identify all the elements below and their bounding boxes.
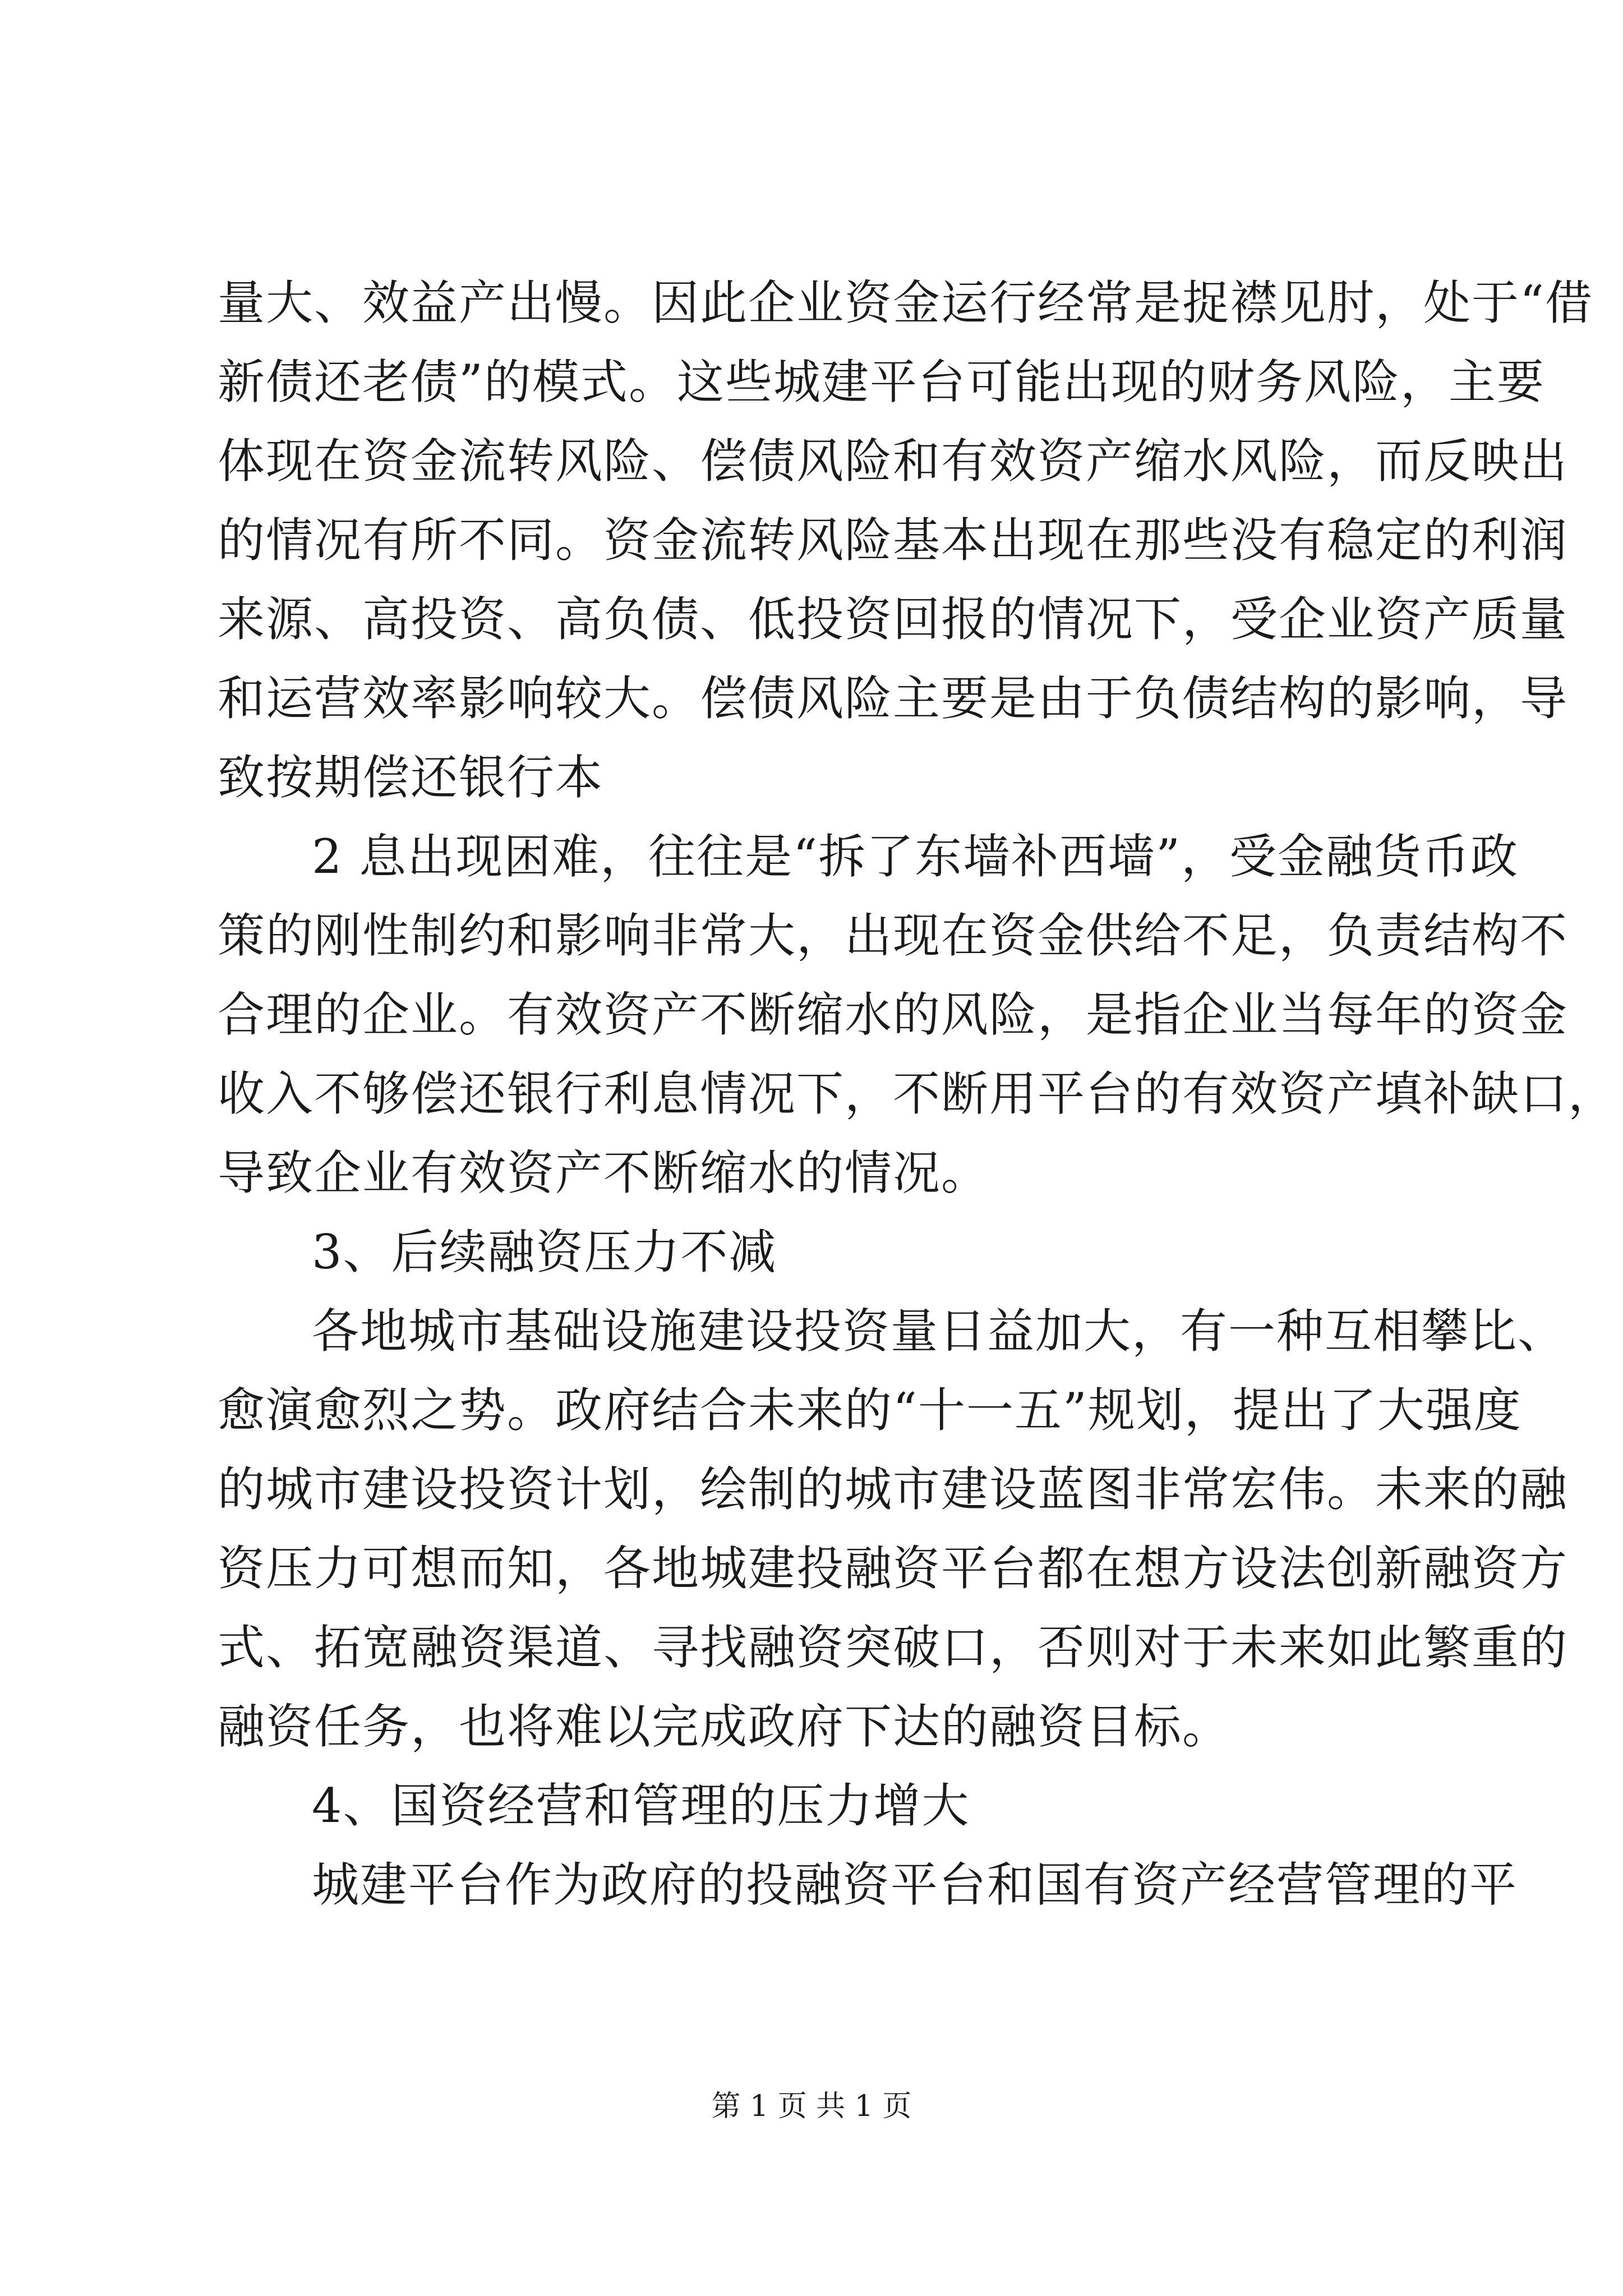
text-line: 体现在资金流转风险、偿债风险和有效资产缩水风险，而反映出 [218,434,1569,489]
text-line: 导致企业有效资产不断缩水的情况。 [218,1145,990,1200]
text-line: 合理的企业。有效资产不断缩水的风险，是指企业当每年的资金 [218,987,1569,1042]
text-line: 来源、高投资、高负债、低投资回报的情况下，受企业资产质量 [218,592,1569,647]
document-body [218,264,1617,1925]
text-line: 致按期偿还银行本 [218,750,604,805]
section-heading-4: 4、国资经营和管理的压力增大 [312,1778,970,1833]
text-line: 策的刚性制约和影响非常大，出现在资金供给不足，负责结构不 [218,908,1569,963]
text-line: 融资任务，也将难以完成政府下达的融资目标。 [218,1699,1231,1754]
text-line: 量大、效益产出慢。因此企业资金运行经常是捉襟见肘，处于“借 [218,275,1593,330]
text-line: 式、拓宽融资渠道、寻找融资突破口，否则对于未来如此繁重的 [218,1620,1569,1675]
paragraph-first-line: 城建平台作为政府的投融资平台和国有资产经营管理的平 [312,1857,1518,1912]
text-line: 和运营效率影响较大。偿债风险主要是由于负债结构的影响，导 [218,671,1569,726]
text-line: 收入不够偿还银行利息情况下，不断用平台的有效资产填补缺口， [218,1066,1617,1121]
text-line: 的情况有所不同。资金流转风险基本出现在那些没有稳定的利润 [218,513,1569,568]
section-heading-3: 3、后续融资压力不减 [312,1225,777,1280]
paragraph-first-line: 各地城市基础设施建设投资量日益加大，有一种互相攀比、 [312,1304,1566,1359]
text-line: 新债还老债”的模式。这些城建平台可能出现的财务风险，主要 [218,355,1545,409]
page-footer: 第 1 页 共 1 页 [711,2090,912,2123]
text-line: 愈演愈烈之势。政府结合未来的“十一五”规划，提出了大强度 [218,1383,1522,1438]
text-line: 的城市建设投资计划，绘制的城市建设蓝图非常宏伟。未来的融 [218,1462,1569,1517]
paragraph-first-line: 2 息出现困难，往往是“拆了东墙补西墙”，受金融货币政 [312,829,1519,884]
text-line: 资压力可想而知，各地城建投融资平台都在想方设法创新融资方 [218,1541,1569,1596]
